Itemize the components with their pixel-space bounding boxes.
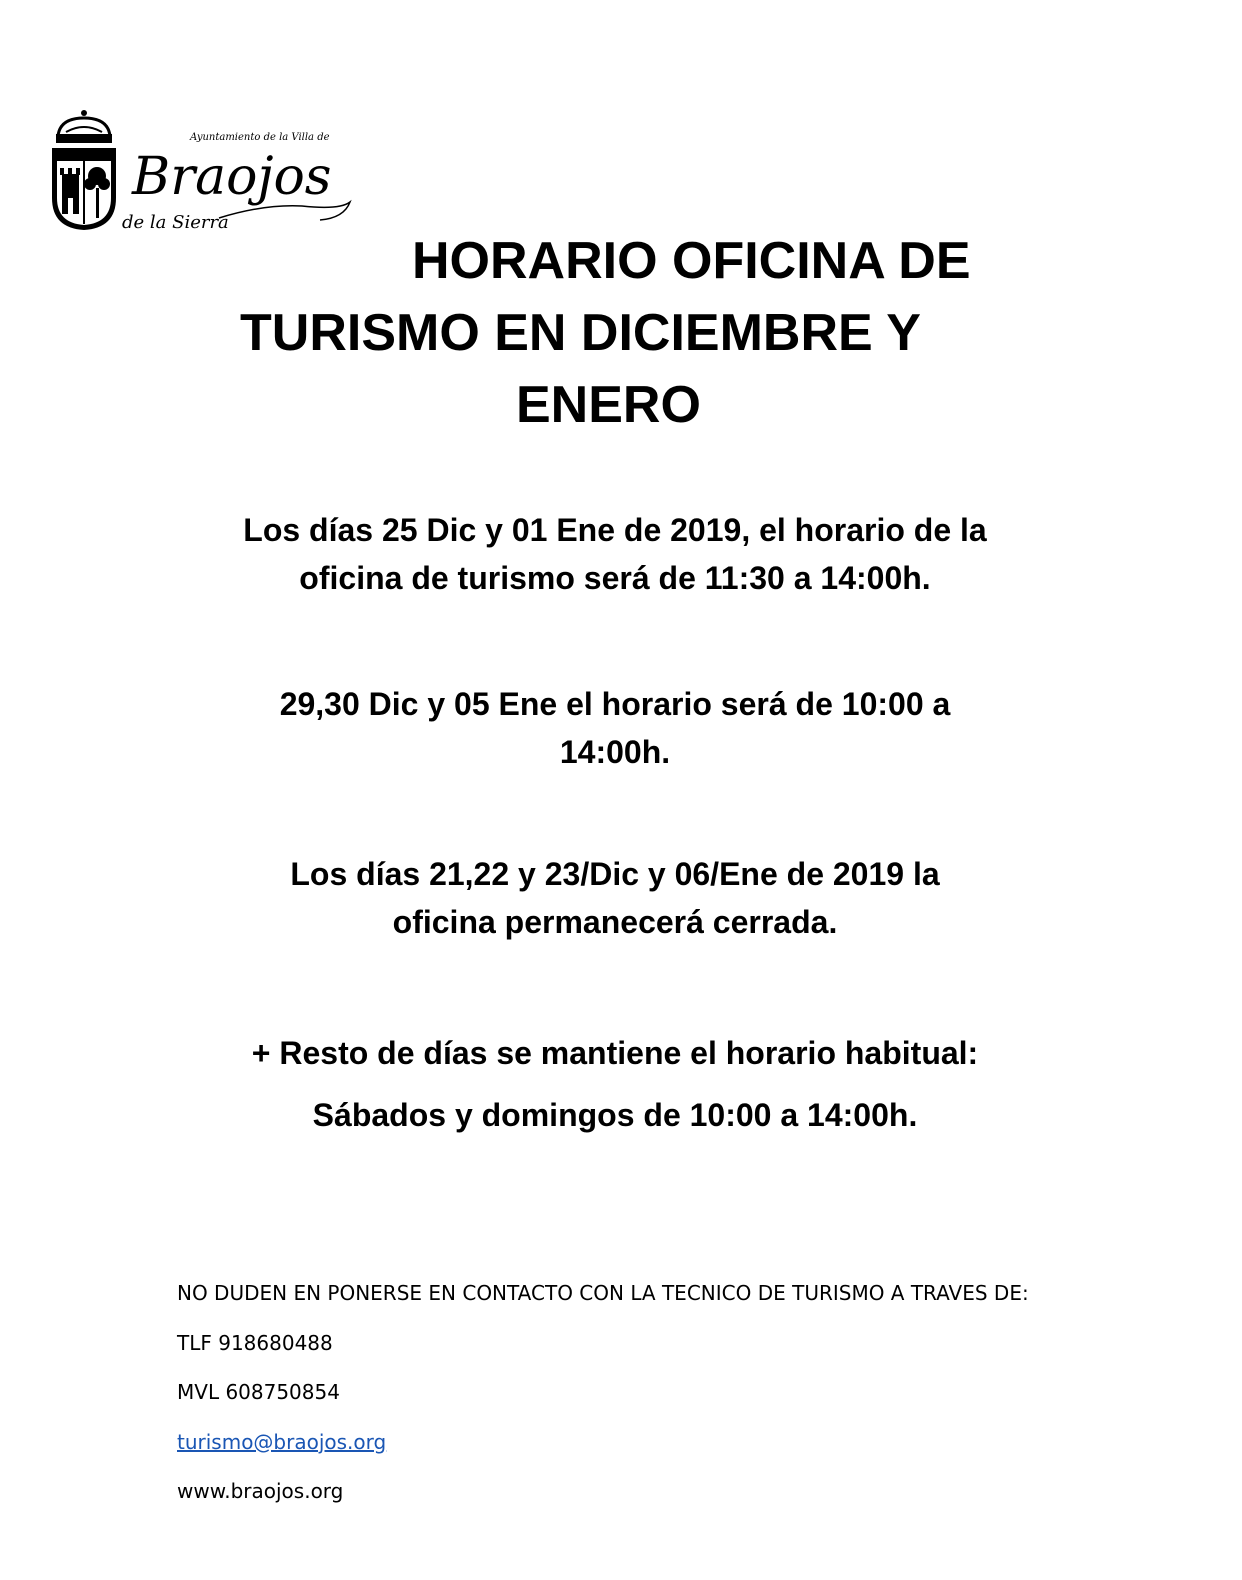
schedule-paragraph-4 (140, 1022, 1090, 1146)
logo-subtitle: de la Sierra (122, 212, 229, 233)
paragraph-line: 14:00h. (559, 734, 671, 770)
paragraph-line: Los días 25 Dic y 01 Ene de 2019, el horario de la (243, 512, 987, 548)
contact-email-link[interactable]: turismo@braojos.org (177, 1430, 387, 1454)
paragraph-line: oficina permanecerá cerrada. (392, 904, 838, 940)
contact-website: www.braojos.org (177, 1479, 344, 1503)
title-line-1: HORARIO OFICINA DE (412, 232, 971, 290)
contact-email-wrapper (177, 1430, 386, 1454)
schedule-paragraph-1 (140, 506, 1090, 602)
schedule-paragraph-2 (140, 680, 1090, 776)
contact-intro: NO DUDEN EN PONERSE EN CONTACTO CON LA TECNICO DE TURISMO A TRAVES DE: (177, 1281, 1029, 1305)
logo-top-line: Ayuntamiento de la Villa de (190, 132, 330, 143)
paragraph-line: Los días 21,22 y 23/Dic y 06/Ene de 2019 la (290, 856, 940, 892)
title-line-2: TURISMO EN DICIEMBRE Y (240, 304, 921, 362)
title-line-3: ENERO (516, 376, 701, 434)
contact-phone: TLF 918680488 (177, 1331, 333, 1355)
coat-of-arms-icon (52, 110, 116, 230)
paragraph-line: oficina de turismo será de 11:30 a 14:00h. (299, 560, 931, 596)
paragraph-line: Sábados y domingos de 10:00 a 14:00h. (312, 1097, 918, 1133)
schedule-paragraph-3 (140, 850, 1090, 946)
municipal-logo (44, 106, 364, 246)
paragraph-line: + Resto de días se mantiene el horario habitual: (251, 1035, 979, 1071)
contact-mobile: MVL 608750854 (177, 1380, 340, 1404)
paragraph-line: 29,30 Dic y 05 Ene el horario será de 10:00 a (279, 686, 951, 722)
logo-name: Braojos (132, 147, 332, 207)
